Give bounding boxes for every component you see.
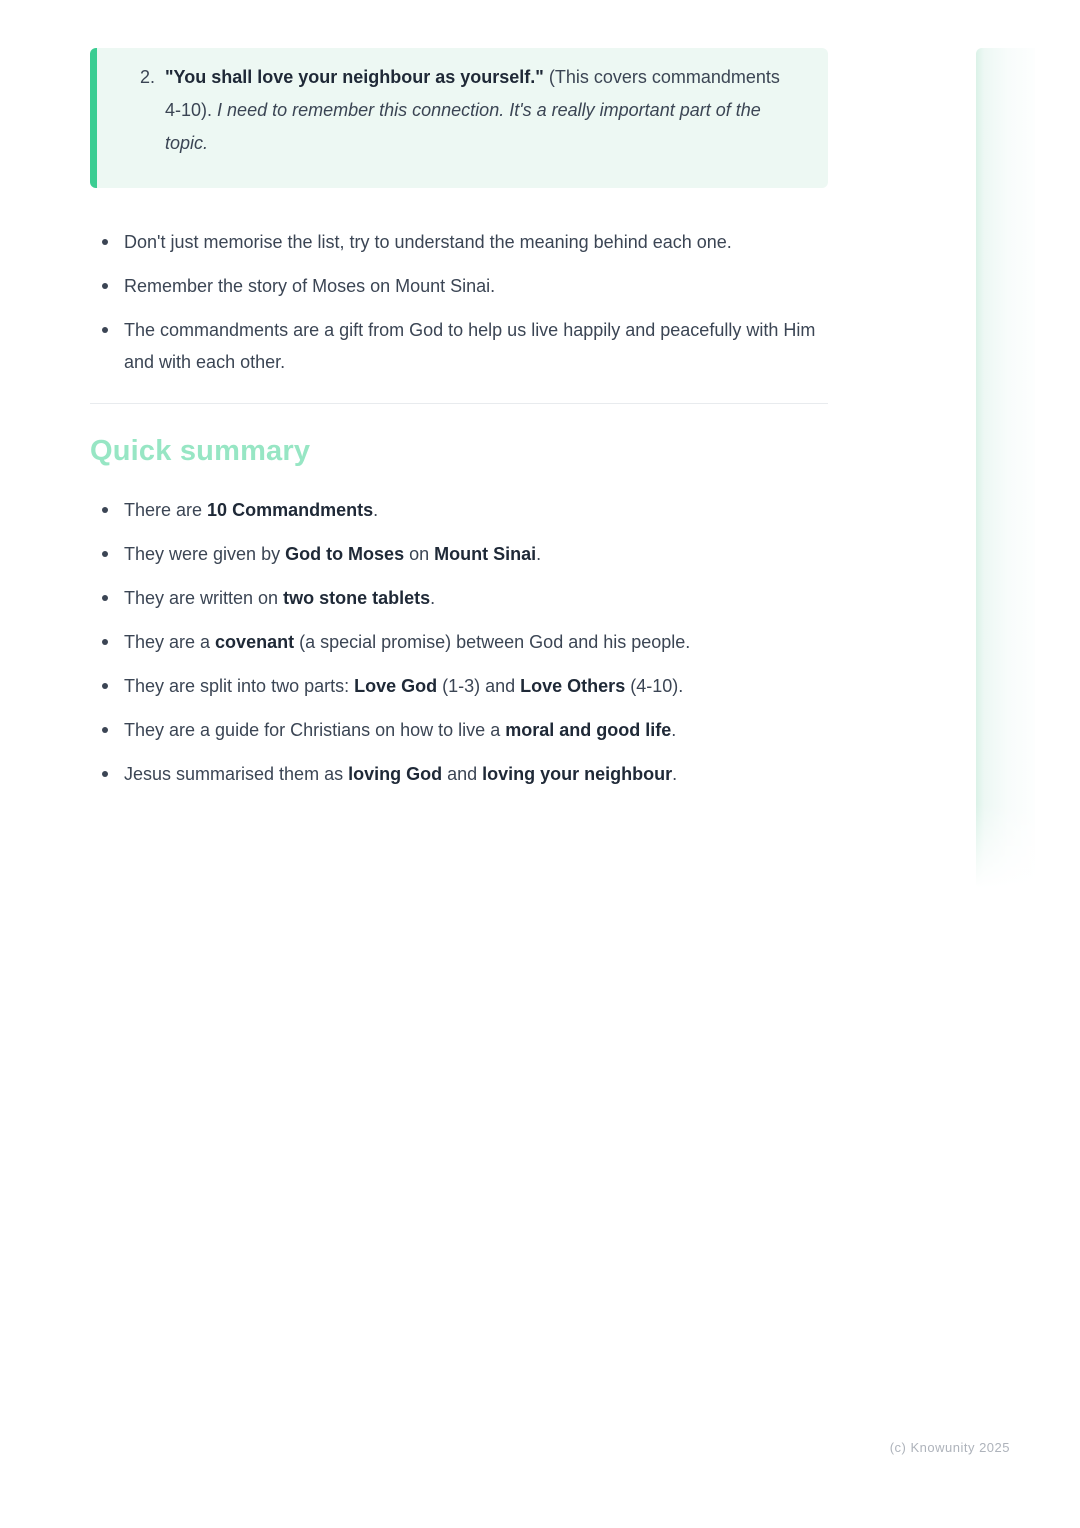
- list-item: [90, 759, 828, 789]
- quick-summary-heading: Quick summary: [90, 435, 311, 467]
- list-item: [90, 627, 828, 657]
- list-item: [90, 314, 828, 378]
- text-segment: .: [672, 764, 678, 784]
- text-segment: .: [373, 500, 379, 520]
- list-item: [90, 671, 828, 701]
- section-divider: [90, 403, 828, 404]
- text-segment: There are: [124, 500, 208, 520]
- list-item: [90, 583, 828, 613]
- text-segment: They are a guide for Christians on how to live a: [124, 720, 506, 740]
- bold-text: Love God: [354, 676, 438, 696]
- list-item: [90, 226, 828, 258]
- bold-text: moral and good life: [505, 720, 672, 740]
- tips-list: [90, 226, 828, 378]
- bold-text: Love Others: [520, 676, 626, 696]
- page-edge-decoration: [976, 48, 1035, 888]
- text-segment: (a special promise) between God and his people.: [294, 632, 691, 652]
- bold-text: God to Moses: [285, 544, 405, 564]
- text-segment: .: [536, 544, 542, 564]
- text-segment: (1-3) and: [437, 676, 521, 696]
- text-segment: Don't just memorise the list, try to understand the meaning behind each one.: [124, 232, 732, 252]
- list-item: [90, 539, 828, 569]
- callout-item-number: 2.: [140, 67, 156, 87]
- page-content: [90, 48, 828, 803]
- text-segment: .: [671, 720, 677, 740]
- text-segment: The commandments are a gift from God to help us live happily and peacefully with Him and with each other.: [124, 320, 816, 372]
- text-segment: .: [430, 588, 436, 608]
- text-segment: Jesus summarised them as: [124, 764, 349, 784]
- italic-text: I need to remember this connection. It's a really important part of the topic.: [165, 100, 761, 153]
- list-item: [90, 495, 828, 525]
- note-callout: [90, 48, 828, 188]
- summary-list: [90, 495, 828, 789]
- bold-text: Mount Sinai: [434, 544, 537, 564]
- text-segment: Remember the story of Moses on Mount Sinai.: [124, 276, 496, 296]
- list-item: [90, 715, 828, 745]
- bold-text: loving God: [348, 764, 443, 784]
- text-segment: (4-10).: [625, 676, 684, 696]
- bold-text: "You shall love your neighbour as yourself.": [165, 67, 544, 87]
- callout-text: [165, 61, 792, 160]
- text-segment: They were given by: [124, 544, 286, 564]
- text-segment: (This covers commandments 4-10).: [165, 67, 780, 120]
- bold-text: loving your neighbour: [482, 764, 673, 784]
- bold-text: two stone tablets: [283, 588, 431, 608]
- copyright-notice: (c) Knowunity 2025: [889, 1440, 1010, 1455]
- bold-text: 10 Commandments: [207, 500, 374, 520]
- text-segment: and: [442, 764, 483, 784]
- text-segment: on: [404, 544, 435, 564]
- callout-inner: [140, 61, 792, 160]
- text-segment: They are a: [124, 632, 216, 652]
- text-segment: They are split into two parts:: [124, 676, 355, 696]
- bold-text: covenant: [215, 632, 295, 652]
- text-segment: They are written on: [124, 588, 284, 608]
- list-item: [90, 270, 828, 302]
